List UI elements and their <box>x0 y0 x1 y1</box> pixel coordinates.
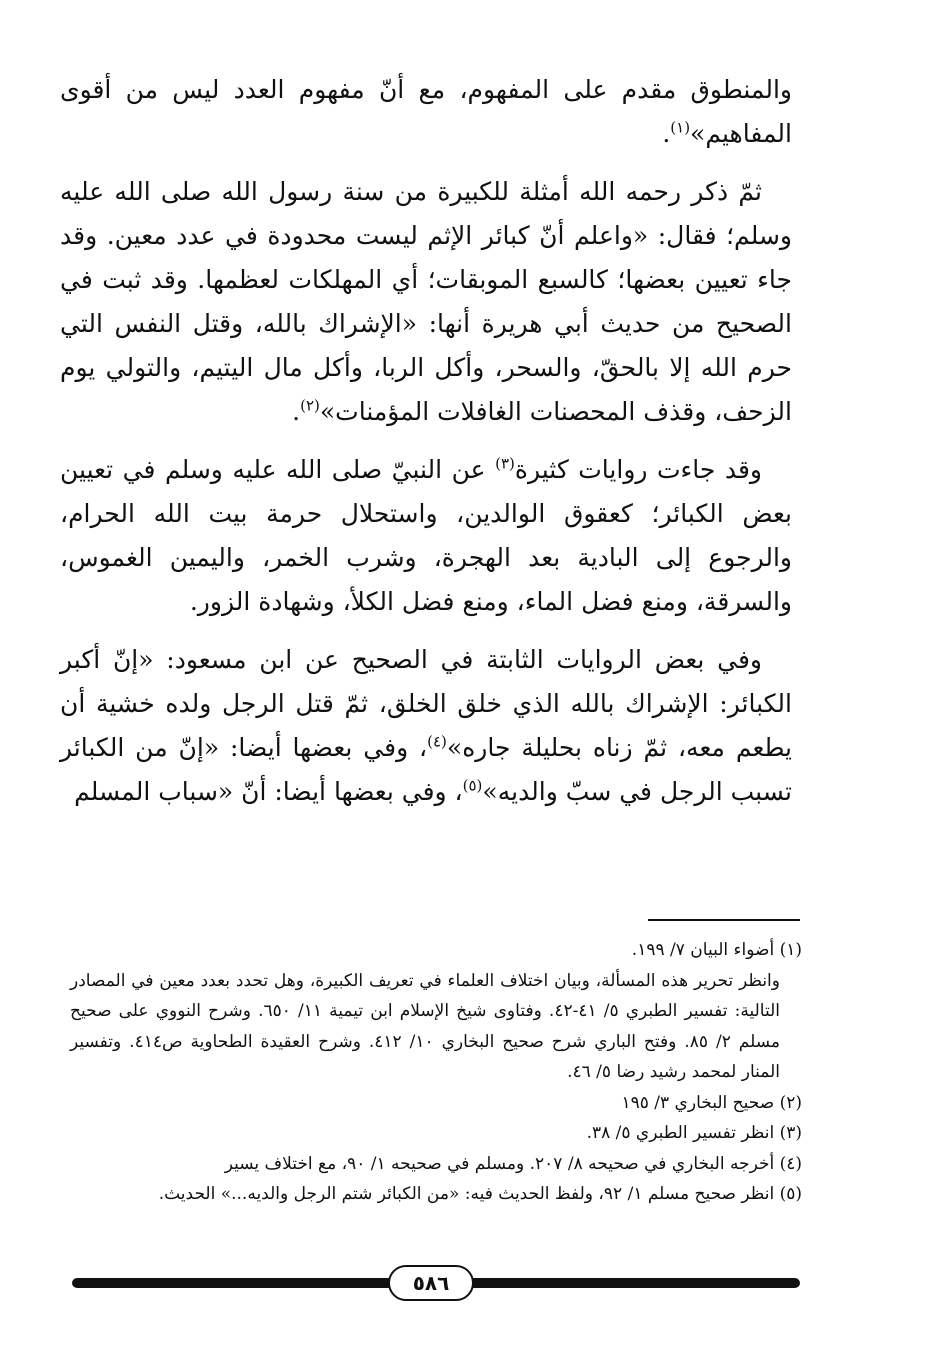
footnote-ref-5[interactable]: (٥) <box>462 776 483 795</box>
footnote-ref-1[interactable]: (١) <box>670 118 691 137</box>
paragraph-2 <box>60 170 792 434</box>
paragraph-4-text-a: وفي بعض الروايات الثابتة في الصحيح عن ابن مسعود: «إنّ أكبر الكبائر: الإشراك بالله الذي خلق الخلق، ثمّ قتل الرجل ولده خشية أن يطعم معه، ثمّ زناه بحليلة جاره» <box>60 645 792 762</box>
paragraph-2-text: ثمّ ذكر رحمه الله أمثلة للكبيرة من سنة رسول الله صلى الله عليه وسلم؛ فقال: «واعلم أنّ كبائر الإثم ليست محدودة في عدد معين. وقد جاء تعيين بعضها؛ كالسبع الموبقات؛ أي المهلكات لعظمها. وقد ثبت في الصحيح من حديث أبي هريرة أنها: «الإشراك بالله، وقتل النفس التي حرم الله إلا بالحقّ، والسحر، وأكل الربا، وأكل مال اليتيم، والتولي يوم الزحف، وقذف المحصنات الغافلات المؤمنات» <box>60 177 792 426</box>
main-body-text <box>60 68 792 828</box>
page-number: ٥٨٦ <box>412 1271 450 1295</box>
footnotes-section <box>70 935 802 1210</box>
paragraph-3-text-after: عن النبيّ صلى الله عليه وسلم في تعيين بعض الكبائر؛ كعقوق الوالدين، واستحلال حرمة بيت الله الحرام، والرجوع إلى البادية بعد الهجرة، وشرب الخمر، واليمين الغموس، والسرقة، ومنع فضل الماء، ومنع فضل الكلأ، وشهادة الزور. <box>60 455 792 616</box>
paragraph-3 <box>60 448 792 624</box>
footnote-ref-2[interactable]: (٢) <box>300 396 320 415</box>
page-number-badge <box>388 1265 474 1301</box>
paragraph-4 <box>60 638 792 814</box>
paragraph-3-text-before: وقد جاءت روايات كثيرة <box>514 455 762 484</box>
paragraph-1-end: . <box>662 119 671 148</box>
paragraph-2-end: . <box>292 397 301 426</box>
paragraph-4-text-b: ، وفي بعضها أيضا: «إنّ من الكبائر تسبب الرجل في سبّ والديه» <box>60 733 792 806</box>
footnote-3: (٣) انظر تفسير الطبري ٥/ ٣٨. <box>586 1123 802 1143</box>
footnote-1-continuation: وانظر تحرير هذه المسألة، وبيان اختلاف العلماء في تعريف الكبيرة، وهل تحدد بعدد معين في المصادر التالية: تفسير الطبري ٥/ ٤١-٤٢. وفتاوى شيخ الإسلام ابن تيمية ١١/ ٦٥٠. وشرح النووي على صحيح مسلم ٢/ ٨٥. وفتح الباري شرح صحيح البخاري ١٠/ ٤١٢. وشرح العقيدة الطحاوية ص٤١٤. وتفسير المنار لمحمد رشيد رضا ٥/ ٤٦. <box>70 970 780 1082</box>
footnote-ref-4[interactable]: (٤) <box>427 732 447 751</box>
paragraph-4-text-c: ، وفي بعضها أيضا: أنّ «سباب المسلم <box>74 777 463 806</box>
paragraph-1 <box>60 68 792 156</box>
paragraph-1-text: والمنطوق مقدم على المفهوم، مع أنّ مفهوم العدد ليس من أقوى المفاهيم» <box>60 75 792 148</box>
footnote-2: (٢) صحيح البخاري ٣/ ١٩٥ <box>621 1092 802 1113</box>
footnote-separator-rule <box>648 919 800 921</box>
footnote-1: (١) أضواء البيان ٧/ ١٩٩. <box>631 940 802 960</box>
footnote-ref-3[interactable]: (٣) <box>495 454 515 473</box>
footnote-5: (٥) انظر صحيح مسلم ١/ ٩٢، ولفظ الحديث فيه: «من الكبائر شتم الرجل والديه...» الحديث. <box>158 1184 802 1204</box>
footnote-4: (٤) أخرجه البخاري في صحيحه ٨/ ٢٠٧. ومسلم في صحيحه ١/ ٩٠، مع اختلاف يسير <box>224 1153 802 1174</box>
